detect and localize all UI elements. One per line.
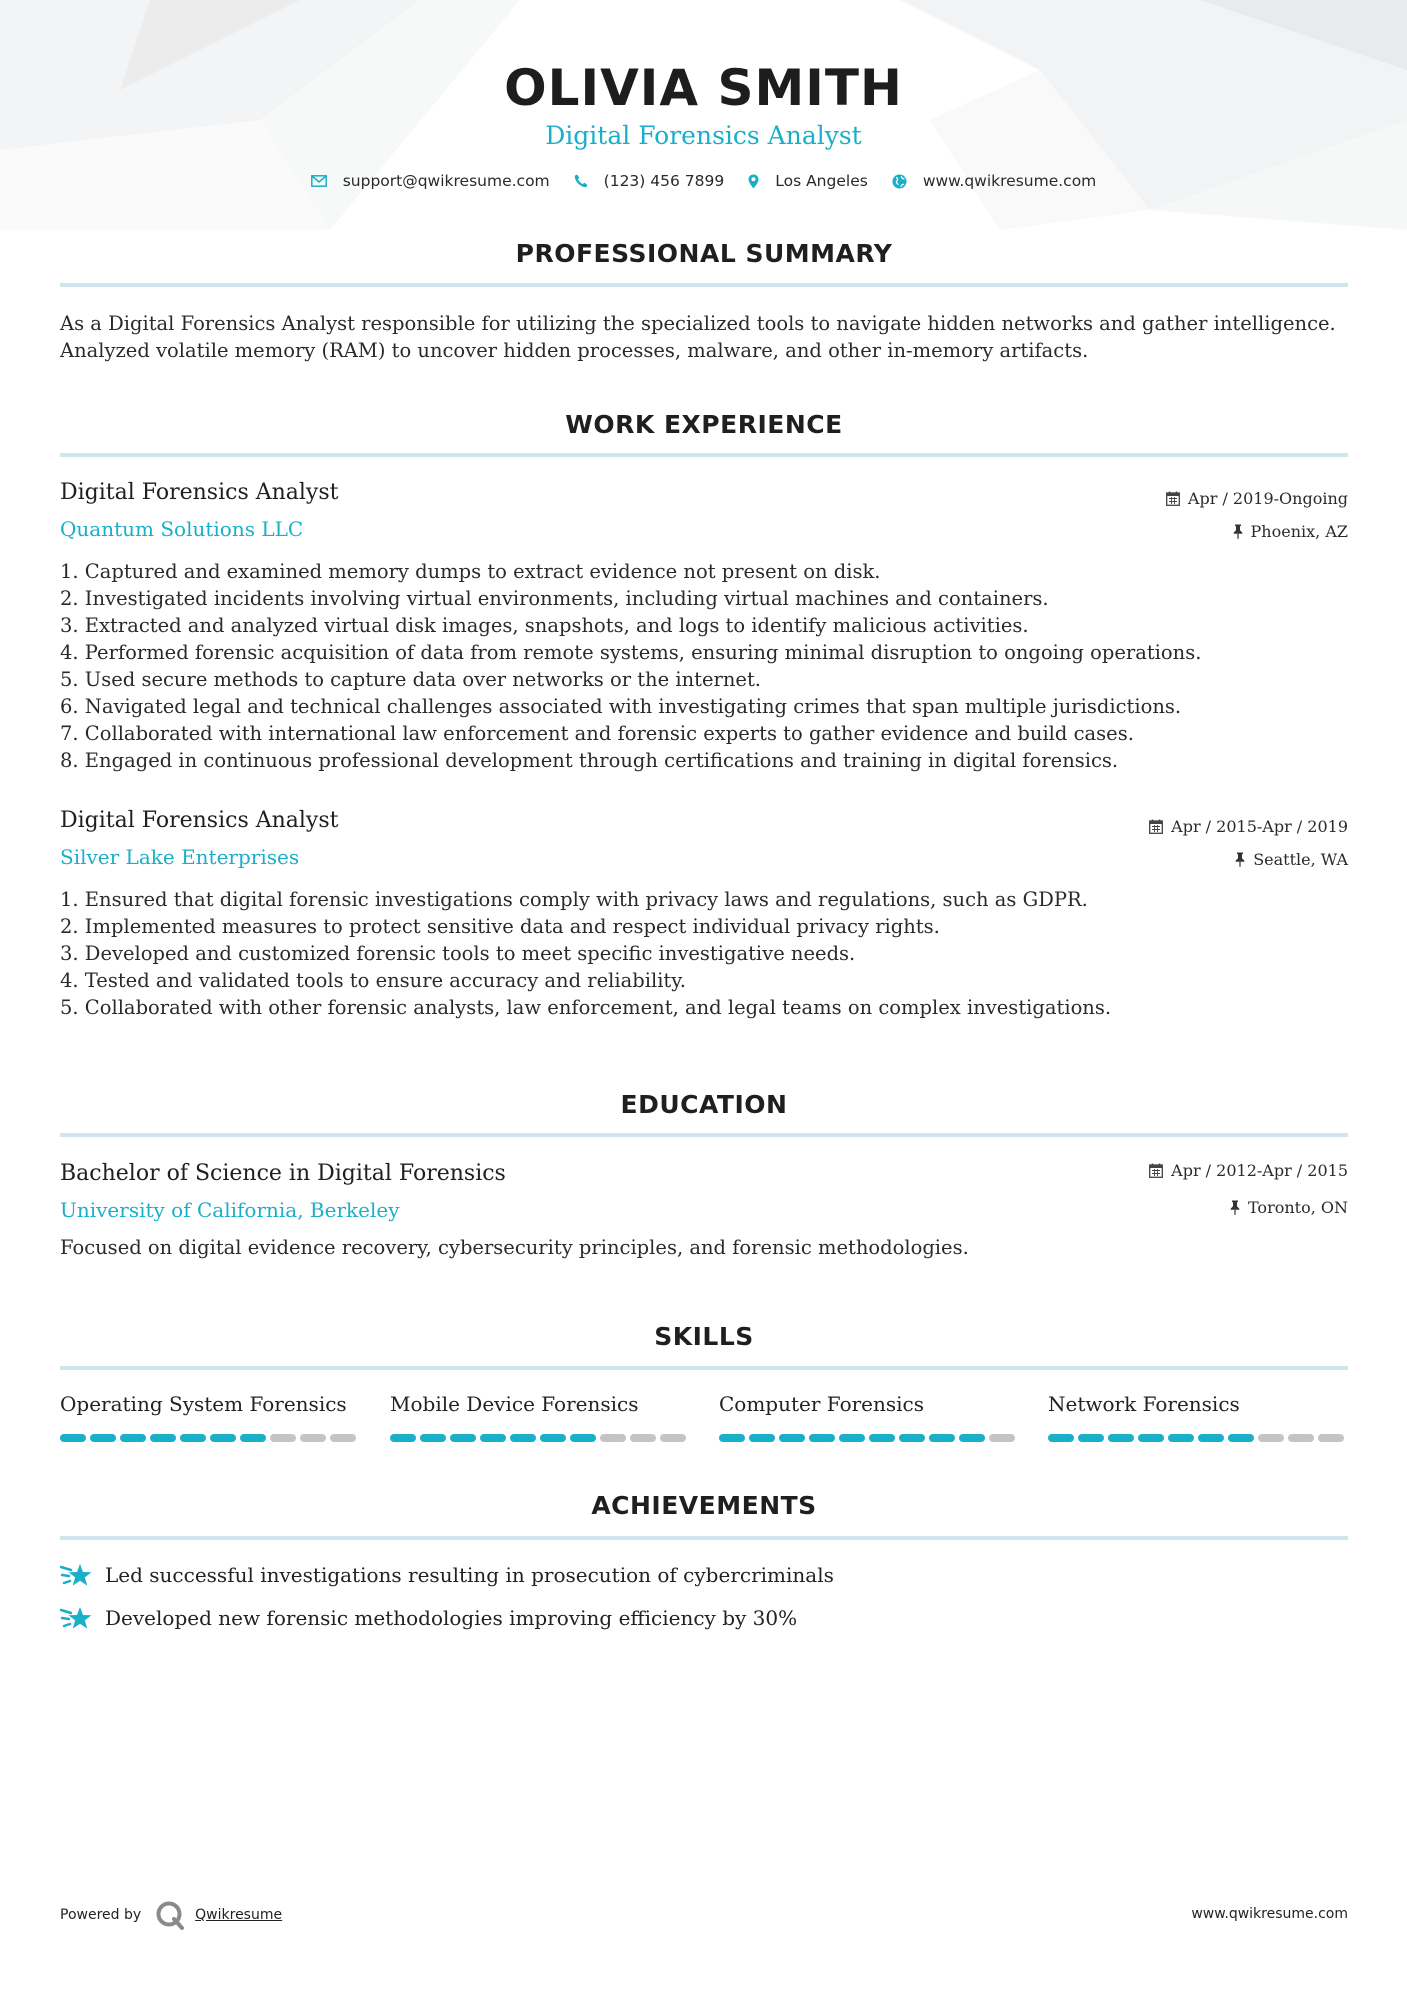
summary-text: As a Digital Forensics Analyst responsible for utilizing the specialized tools to navigate hidden networks and gather intelligence. Analyzed volatile memory (RAM) to uncover hidden processes, malware, and other in-memory artifacts. <box>60 312 1336 362</box>
skill-level-segment-filled <box>869 1434 895 1442</box>
pushpin-icon <box>1230 1200 1240 1215</box>
experience-heading: WORK EXPERIENCE <box>565 410 843 439</box>
job-bullets <box>60 558 1360 774</box>
education-location <box>1230 1198 1348 1217</box>
resume-header <box>0 58 1407 152</box>
job-location-text: Phoenix, AZ <box>1250 522 1348 541</box>
shooting-star-icon <box>60 1604 93 1632</box>
contact-website[interactable] <box>892 172 1096 190</box>
skill-level-segment-filled <box>90 1434 116 1442</box>
skill-name: Network Forensics <box>1048 1392 1240 1416</box>
skill-level-segment-filled <box>480 1434 506 1442</box>
skill-level-segment-filled <box>180 1434 206 1442</box>
skill-level-segment-empty <box>989 1434 1015 1442</box>
skill-level-segment-empty <box>600 1434 626 1442</box>
skill-level-segment-filled <box>450 1434 476 1442</box>
skill-level-segment-filled <box>1048 1434 1074 1442</box>
skill-name: Computer Forensics <box>719 1392 925 1416</box>
achievements-rule <box>60 1536 1348 1540</box>
skill-level-segment-filled <box>1228 1434 1254 1442</box>
candidate-name: OLIVIA SMITH <box>504 59 903 117</box>
contact-location <box>748 172 868 190</box>
job-dates <box>1166 489 1348 508</box>
list-item: 1. Ensured that digital forensic investigations comply with privacy laws and regulations, such as GDPR. <box>60 888 1088 911</box>
job-location-text: Seattle, WA <box>1253 850 1348 869</box>
skill-name: Operating System Forensics <box>60 1392 347 1416</box>
skill-level-segment-filled <box>959 1434 985 1442</box>
list-item: 2. Implemented measures to protect sensitive data and respect individual privacy rights. <box>60 915 940 938</box>
list-item: 8. Engaged in continuous professional development through certifications and training in digital forensics. <box>60 749 1119 772</box>
powered-by-label: Powered by <box>60 1907 142 1923</box>
education-rule <box>60 1133 1348 1137</box>
skill-level-segment-empty <box>1288 1434 1314 1442</box>
list-item: 5. Collaborated with other forensic analysts, law enforcement, and legal teams on complex investigations. <box>60 996 1112 1019</box>
education-heading: EDUCATION <box>620 1090 788 1119</box>
list-item: 7. Collaborated with international law enforcement and forensic experts to gather evidence and build cases. <box>60 722 1134 745</box>
skill-level-segment-filled <box>929 1434 955 1442</box>
website-text: www.qwikresume.com <box>922 172 1097 190</box>
achievement-item <box>60 1561 834 1589</box>
skill-level-bar <box>390 1434 690 1442</box>
skill-level-segment-filled <box>420 1434 446 1442</box>
contact-bar <box>0 172 1407 190</box>
education-degree: Bachelor of Science in Digital Forensics <box>60 1161 506 1186</box>
skill-name: Mobile Device Forensics <box>390 1392 639 1416</box>
phone-text: (123) 456 7899 <box>603 172 725 190</box>
envelope-icon <box>311 175 327 187</box>
skill-level-bar <box>1048 1434 1348 1442</box>
job-bullets <box>60 886 1360 1021</box>
calendar-icon <box>1166 491 1180 506</box>
skill-level-segment-empty <box>270 1434 296 1442</box>
skill-level-segment-filled <box>1078 1434 1104 1442</box>
skill-level-segment-filled <box>60 1434 86 1442</box>
skill-level-segment-filled <box>510 1434 536 1442</box>
job-dates <box>1149 817 1348 836</box>
location-text: Los Angeles <box>775 172 868 190</box>
email-text: support@qwikresume.com <box>342 172 550 190</box>
skill-item <box>390 1391 690 1442</box>
list-item: 4. Tested and validated tools to ensure accuracy and reliability. <box>60 969 686 992</box>
list-item: 5. Used secure methods to capture data over networks or the internet. <box>60 668 761 691</box>
qwikresume-logo-icon <box>155 1900 185 1930</box>
summary-heading: PROFESSIONAL SUMMARY <box>515 239 893 268</box>
skill-level-segment-filled <box>779 1434 805 1442</box>
skill-level-segment-filled <box>120 1434 146 1442</box>
skill-level-segment-filled <box>1198 1434 1224 1442</box>
qwikresume-link[interactable]: Qwikresume <box>195 1907 283 1923</box>
phone-icon <box>574 174 588 188</box>
achievement-text: Led successful investigations resulting in prosecution of cybercriminals <box>105 1563 834 1587</box>
skill-item <box>1048 1391 1348 1442</box>
contact-email[interactable] <box>311 172 550 190</box>
skill-level-segment-empty <box>630 1434 656 1442</box>
list-item: 4. Performed forensic acquisition of data from remote systems, ensuring minimal disruption to ongoing operations. <box>60 641 1202 664</box>
job-dates-text: Apr / 2019-Ongoing <box>1187 489 1348 508</box>
contact-phone[interactable] <box>574 172 725 190</box>
skills-rule <box>60 1366 1348 1370</box>
skill-level-segment-filled <box>1168 1434 1194 1442</box>
job-location <box>1235 850 1348 869</box>
skill-level-segment-filled <box>839 1434 865 1442</box>
education-school: University of California, Berkeley <box>60 1198 400 1222</box>
skill-level-segment-filled <box>809 1434 835 1442</box>
skill-level-segment-filled <box>1108 1434 1134 1442</box>
skill-level-segment-empty <box>1258 1434 1284 1442</box>
skill-level-segment-filled <box>749 1434 775 1442</box>
job-dates-text: Apr / 2015-Apr / 2019 <box>1171 817 1348 836</box>
footer-website[interactable]: www.qwikresume.com <box>1191 1906 1348 1922</box>
achievements-heading: ACHIEVEMENTS <box>591 1491 817 1520</box>
education-dates <box>1149 1161 1348 1180</box>
skill-level-segment-empty <box>1318 1434 1344 1442</box>
calendar-icon <box>1149 819 1163 834</box>
education-dates-text: Apr / 2012-Apr / 2015 <box>1171 1161 1348 1180</box>
shooting-star-icon <box>60 1561 93 1589</box>
skill-level-segment-filled <box>570 1434 596 1442</box>
skill-level-segment-empty <box>300 1434 326 1442</box>
list-item: 3. Developed and customized forensic tools to meet specific investigative needs. <box>60 942 856 965</box>
skill-level-segment-filled <box>150 1434 176 1442</box>
job-location <box>1233 522 1348 541</box>
skill-level-segment-empty <box>330 1434 356 1442</box>
experience-rule <box>60 453 1348 457</box>
skill-level-segment-filled <box>390 1434 416 1442</box>
skill-item <box>60 1391 360 1442</box>
pushpin-icon <box>1233 524 1243 539</box>
skill-level-segment-filled <box>210 1434 236 1442</box>
job-company: Silver Lake Enterprises <box>60 845 300 869</box>
candidate-role: Digital Forensics Analyst <box>545 121 862 150</box>
skill-level-bar <box>60 1434 360 1442</box>
skill-level-bar <box>719 1434 1019 1442</box>
footer-branding <box>60 1900 282 1930</box>
job-title: Digital Forensics Analyst <box>60 480 339 505</box>
pushpin-icon <box>1235 852 1245 867</box>
summary-rule <box>60 283 1348 287</box>
skill-level-segment-filled <box>899 1434 925 1442</box>
list-item: 3. Extracted and analyzed virtual disk images, snapshots, and logs to identify malicious activities. <box>60 614 1029 637</box>
skill-item <box>719 1391 1019 1442</box>
skill-level-segment-filled <box>240 1434 266 1442</box>
skill-level-segment-filled <box>1138 1434 1164 1442</box>
skill-level-segment-empty <box>660 1434 686 1442</box>
globe-icon <box>892 174 907 189</box>
list-item: 2. Investigated incidents involving virtual environments, including virtual machines and containers. <box>60 587 1049 610</box>
education-location-text: Toronto, ON <box>1248 1198 1348 1217</box>
skills-heading: SKILLS <box>654 1322 754 1351</box>
map-pin-icon <box>748 174 759 189</box>
job-company: Quantum Solutions LLC <box>60 517 304 541</box>
list-item: 6. Navigated legal and technical challenges associated with investigating crimes that span multiple jurisdictions. <box>60 695 1182 718</box>
list-item: 1. Captured and examined memory dumps to extract evidence not present on disk. <box>60 560 881 583</box>
job-title: Digital Forensics Analyst <box>60 808 339 833</box>
achievement-item <box>60 1604 797 1632</box>
skill-level-segment-filled <box>719 1434 745 1442</box>
achievement-text: Developed new forensic methodologies improving efficiency by 30% <box>105 1606 798 1630</box>
calendar-icon <box>1149 1163 1163 1178</box>
education-description: Focused on digital evidence recovery, cybersecurity principles, and forensic methodologies. <box>60 1236 969 1259</box>
skill-level-segment-filled <box>540 1434 566 1442</box>
